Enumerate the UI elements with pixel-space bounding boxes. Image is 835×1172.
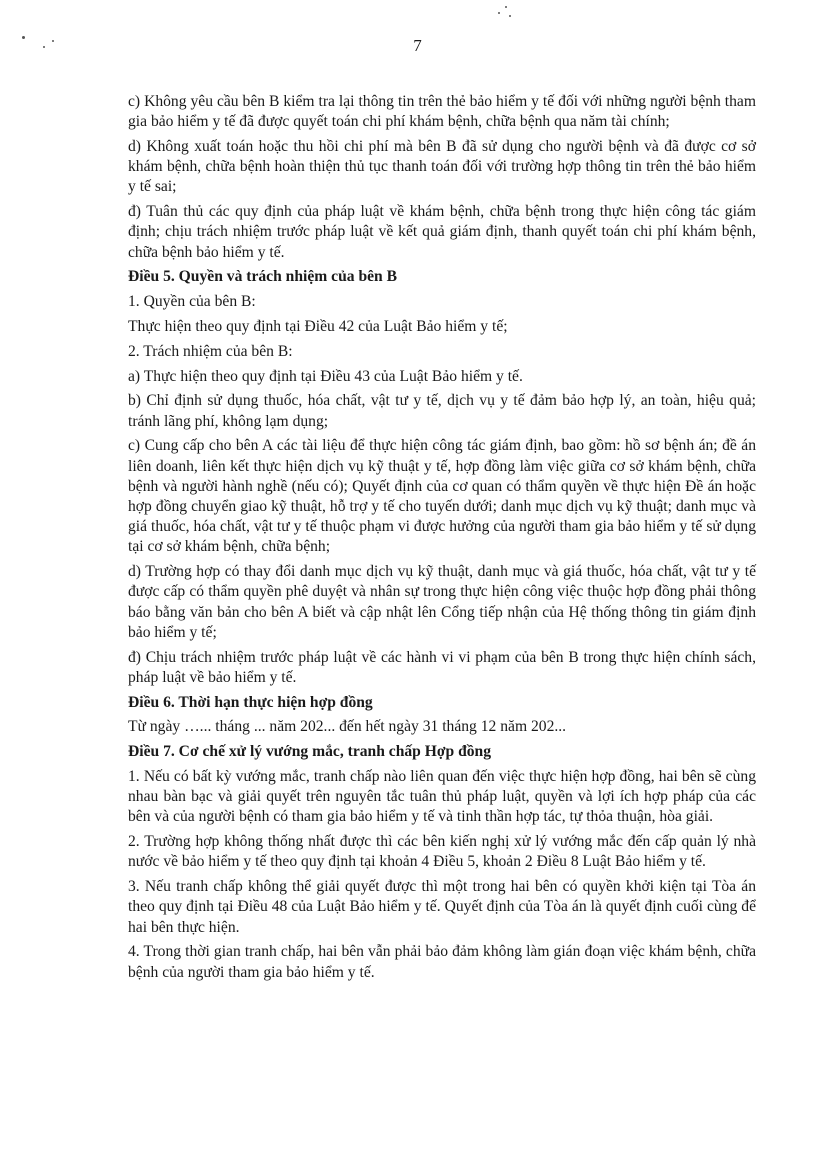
article-7-item-4: 4. Trong thời gian tranh chấp, hai bên vẫn phải bảo đảm không làm gián đoạn việc khám bệnh, chữa bệnh của người tham gia bảo hiểm y tế. [128,943,756,981]
article-5-duty-b: b) Chỉ định sử dụng thuốc, hóa chất, vật tư y tế, dịch vụ y tế đảm bảo hợp lý, an toàn, hiệu quả; tránh lãng phí, không lạm dụng; [128,392,756,430]
scan-speck [498,12,500,14]
clause-d-paragraph: d) Không xuất toán hoặc thu hồi chi phí mà bên B đã sử dụng cho người bệnh và đã được cơ sở khám bệnh, chữa bệnh hoàn thiện thủ tục thanh toán đối với trường hợp thông tin trên thẻ bảo hiểm y tế sai; [128,138,756,196]
scan-speck [505,6,507,8]
article-7-item-1: 1. Nếu có bất kỳ vướng mắc, tranh chấp nào liên quan đến việc thực hiện hợp đồng, hai bên sẽ cùng nhau bàn bạc và giải quyết trên nguyên tắc tuân thủ pháp luật, quyền và lợi ích hợp pháp của các bên và của người bệnh có tham gia bảo hiểm y tế và tinh thần hợp tác, tự thỏa thuận, hòa giải. [128,768,756,826]
article-6-term: Từ ngày …... tháng ... năm 202... đến hết ngày 31 tháng 12 năm 202... [128,718,567,736]
article-5-duty-c: c) Cung cấp cho bên A các tài liệu để thực hiện công tác giám định, bao gồm: hồ sơ bệnh án; đề án liên doanh, liên kết thực hiện dịch vụ kỹ thuật y tế, hợp đồng làm việc giữa cơ sở khám bệnh, chữa bệnh và người hành nghề (nếu có); Quyết định của cơ quan có thẩm quyền về thực hiện Đề án hoặc hợp đồng chuyển giao kỹ thuật, hỗ trợ y tế cho tuyến dưới; danh mục dịch vụ kỹ thuật; danh mục và giá thuốc, hóa chất, vật tư y tế thuộc phạm vi được hưởng của người tham gia bảo hiểm y tế sử dụng tại cơ sở khám bệnh, chữa bệnh; [128,437,756,556]
page-number: 7 [413,36,422,55]
article-7-item-3: 3. Nếu tranh chấp không thể giải quyết được thì một trong hai bên có quyền khởi kiện tại Tòa án theo quy định tại Điều 48 của Luật Bảo hiểm y tế. Quyết định của Tòa án là quyết định cuối cùng để hai bên thực hiện. [128,878,756,936]
article-5-duty-d: d) Trường hợp có thay đổi danh mục dịch vụ kỹ thuật, danh mục và giá thuốc, hóa chất, vật tư y tế được cấp có thẩm quyền phê duyệt và nhân sự trong thực hiện công việc thuộc hợp đồng phải thông báo bằng văn bản cho bên A biết và cập nhật lên Cổng tiếp nhận của Hệ thống thông tin giám định bảo hiểm y tế; [128,563,756,641]
document-body [128,92,756,987]
clause-dd-paragraph: đ) Tuân thủ các quy định của pháp luật về khám bệnh, chữa bệnh trong thực hiện công tác giám định; chịu trách nhiệm trước pháp luật về kết quả giám định, thanh quyết toán chi phí khám bệnh, chữa bệnh bảo hiểm y tế. [128,203,756,261]
article-7-item-2: 2. Trường hợp không thống nhất được thì các bên kiến nghị xử lý vướng mắc đến cấp quản lý nhà nước về bảo hiểm y tế theo quy định tại khoản 4 Điều 5, khoản 2 Điều 8 Luật Bảo hiểm y tế. [128,833,756,871]
article-7-heading: Điều 7. Cơ chế xử lý vướng mắc, tranh chấp Hợp đồng [128,743,492,761]
clause-c-paragraph: c) Không yêu cầu bên B kiểm tra lại thông tin trên thẻ bảo hiểm y tế đối với những người bệnh tham gia bảo hiểm y tế đã được quyết toán chi phí khám bệnh, chữa bệnh qua năm tài chính; [128,93,756,131]
article-5-duty-a: a) Thực hiện theo quy định tại Điều 43 của Luật Bảo hiểm y tế. [128,367,523,385]
article-5-heading: Điều 5. Quyền và trách nhiệm của bên B [128,268,398,286]
article-5-rights-text: Thực hiện theo quy định tại Điều 42 của Luật Bảo hiểm y tế; [128,318,508,335]
article-6-heading: Điều 6. Thời hạn thực hiện hợp đồng [128,693,373,711]
article-5-rights-label: 1. Quyền của bên B: [128,293,256,311]
scan-speck [509,15,511,17]
article-5-duties-label: 2. Trách nhiệm của bên B: [128,342,293,360]
article-5-duty-dd: đ) Chịu trách nhiệm trước pháp luật về các hành vi vi phạm của bên B trong thực hiện chính sách, pháp luật về bảo hiểm y tế. [128,648,756,686]
